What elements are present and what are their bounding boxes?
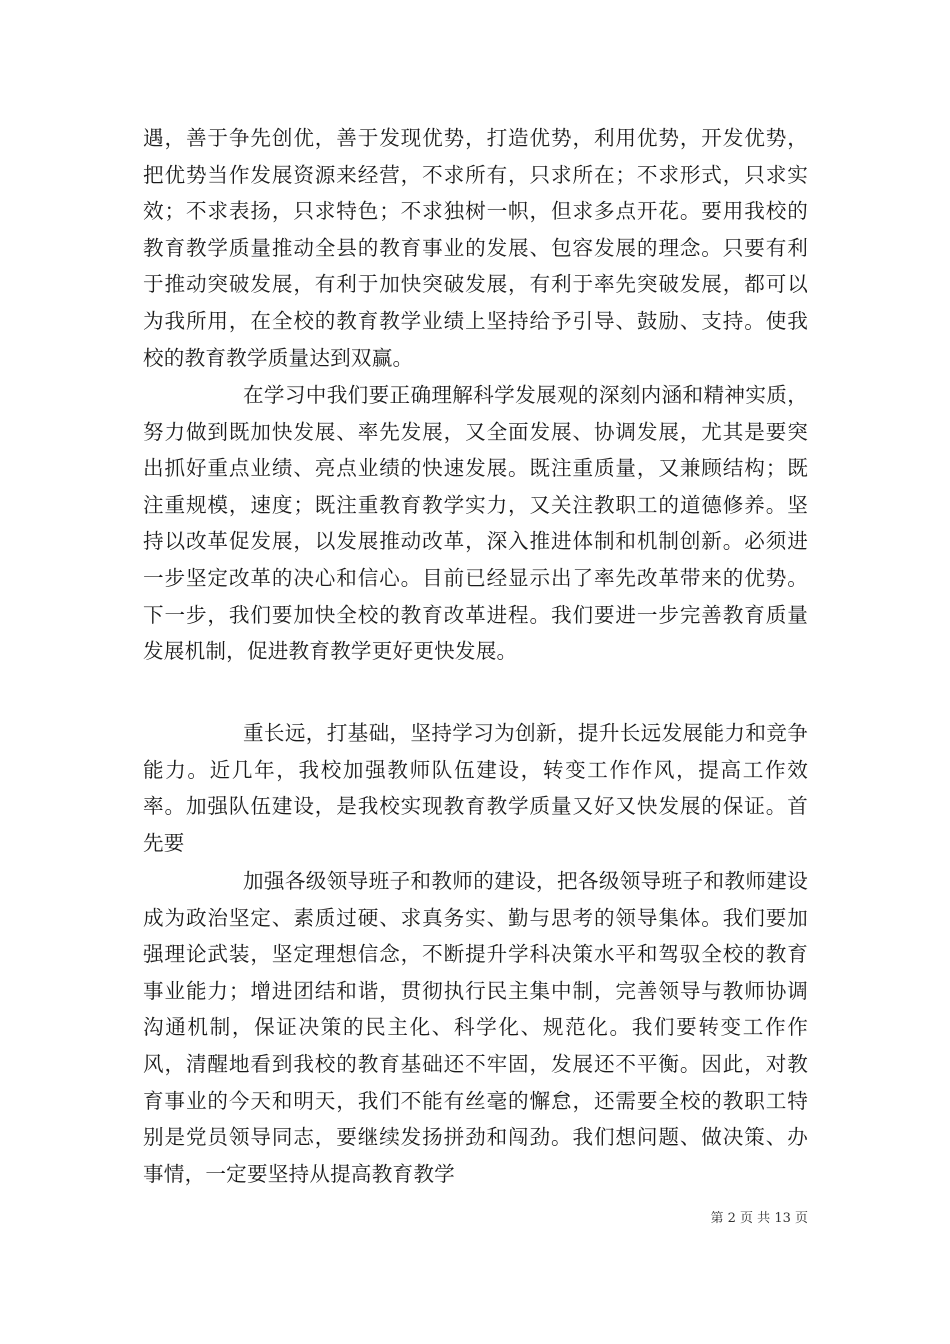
body-paragraph-2: 在学习中我们要正确理解科学发展观的深刻内涵和精神实质，努力做到既加快发展、率先发展，又全面发展、协调发展，尤其是要突出抓好重点业绩、亮点业绩的快速发展。既注重质量，又兼顾结构；既注重规模，速度；既注重教育教学实力，又关注教职工的道德修养。坚持以改革促发展，以发展推动改革，深入推进体制和机制创新。必须进一步坚定改革的决心和信心。目前已经显示出了率先改革带来的优势。下一步，我们要加快全校的教育改革进程。我们要进一步完善教育质量发展机制，促进教育教学更好更快发展。	[143, 383, 808, 664]
page-number-footer: 第 2 页 共 13 页	[710, 1211, 808, 1226]
body-paragraph-3: 重长远，打基础，坚持学习为创新，提升长远发展能力和竞争能力。近几年，我校加强教师队伍建设，转变工作作风，提高工作效率。加强队伍建设，是我校实现教育教学质量又好又快发展的保证。首先要	[143, 721, 808, 855]
body-paragraph-1: 遇，善于争先创优，善于发现优势，打造优势，利用优势，开发优势，把优势当作发展资源来经营，不求所有，只求所在；不求形式，只求实效；不求表扬，只求特色；不求独树一帜，但求多点开花。要用我校的教育教学质量推动全县的教育事业的发展、包容发展的理念。只要有利于推动突破发展，有利于加快突破发展，有利于率先突破发展，都可以为我所用，在全校的教育教学业绩上坚持给予引导、鼓励、支持。使我校的教育教学质量达到双赢。	[143, 126, 808, 370]
body-paragraph-4: 加强各级领导班子和教师的建设，把各级领导班子和教师建设成为政治坚定、素质过硬、求真务实、勤与思考的领导集体。我们要加强理论武装，坚定理想信念，不断提升学科决策水平和驾驭全校的教育事业能力；增进团结和谐，贯彻执行民主集中制，完善领导与教师协调沟通机制，保证决策的民主化、科学化、规范化。我们要转变工作作风，清醒地看到我校的教育基础还不牢固，发展还不平衡。因此，对教育事业的今天和明天，我们不能有丝毫的懈怠，还需要全校的教职工特别是党员领导同志，要继续发扬拼劲和闯劲。我们想问题、做决策、办事情，一定要坚持从提高教育教学	[143, 869, 808, 1186]
